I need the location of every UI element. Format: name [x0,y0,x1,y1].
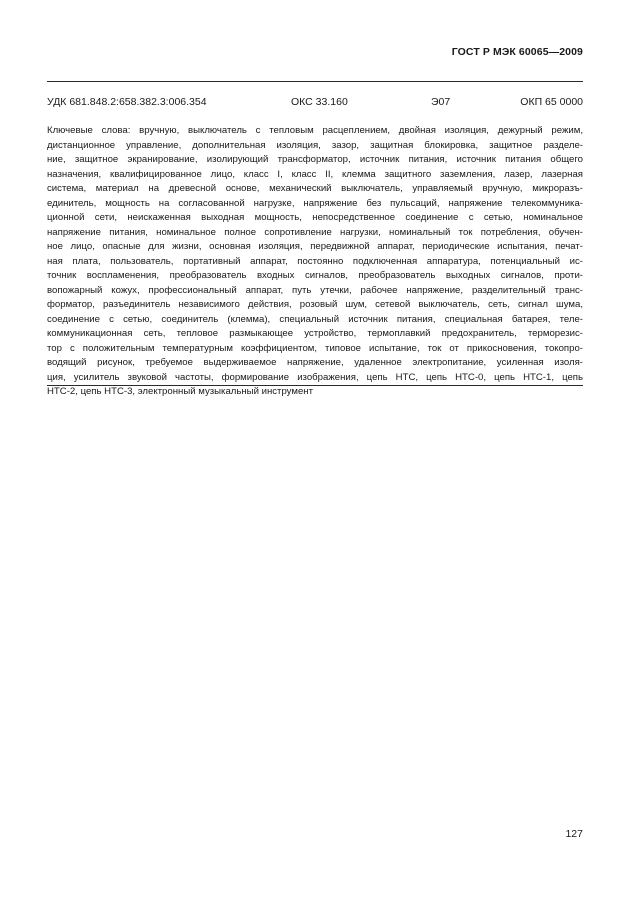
top-divider [47,81,583,82]
keywords-line: Ключевые слова: вручную, выключатель с тепловым расцеплением, двойная изоляция, дежурный режим, [47,125,583,136]
classification-row [47,96,583,110]
keywords-line: НТС-2, цепь НТС-3, электронный музыкальный инструмент [47,386,313,397]
keywords-line: форматор, разъединитель независимого действия, розовый шум, сетевой выключатель, сеть, сигнал шума, [47,299,583,310]
udk-code: УДК 681.848.2:658.382.3:006.354 [47,96,207,108]
e07-code: Э07 [431,96,451,108]
keywords-line: водящий рисунок, требуемое выдерживаемое напряжение, удаленное электропитание, усиленная изоля- [47,357,583,368]
keywords-line: соединение с сетью, соединитель (клемма), специальный источник питания, специальная батарея, теле- [47,313,583,325]
oks-code: ОКС 33.160 [291,96,348,108]
keywords-line: ционной сети, неискаженная выходная мощность, непосредственное соединение с сетью, номинальное [47,212,583,223]
keywords-line: тор с положительным температурным коэффициентом, типовое испытание, ток от прикосновения, токопро- [47,342,583,354]
keywords-line: ция, усилитель звуковой частоты, формирование изображения, цепь НТС, цепь НТС-0, цепь НТС-1, цепь [47,371,583,383]
page-number: 127 [565,828,583,840]
keywords-line: ное лицо, опасные для жизни, основная изоляция, передвижной аппарат, периодические испытания, печат- [47,241,583,252]
okp-code: ОКП 65 0000 [520,96,583,108]
keywords-paragraph [47,124,583,400]
keywords-line: единитель, мощность на согласованной нагрузке, напряжение без пульсаций, напряжение телекоммуника- [47,197,583,209]
keywords-line: дистанционное управление, дополнительная изоляция, зазор, защитная блокировка, защитное разделе- [47,139,583,151]
keywords-line: назначения, квалифицированное лицо, класс I, класс II, клемма защитного заземления, лазер, лазерная [47,168,583,180]
keywords-line: вопожарный кожух, профессиональный аппарат, путь утечки, рабочее напряжение, разделительный транс- [47,284,583,296]
keywords-line: напряжение питания, номинальное полное сопротивление нагрузки, номинальный ток потребления, обучен- [47,226,583,238]
keywords-line: ние, защитное экранирование, изолирующий трансформатор, источник питания, источник питания общего [47,154,583,165]
keywords-line: ная плата, пользователь, портативный аппарат, постоянно подключенная аппаратура, потенциальный ис- [47,255,583,267]
standard-header: ГОСТ Р МЭК 60065—2009 [451,46,583,58]
bottom-divider [47,385,583,386]
keywords-line: точник воспламенения, преобразователь входных сигналов, преобразователь выходных сигналов, проти- [47,270,583,281]
keywords-line: коммуникационная сеть, тепловое размыкающее устройство, термоплавкий предохранитель, терморезис- [47,328,583,339]
keywords-line: система, материал на древесной основе, механический выключатель, управляемый вручную, микроразъ- [47,183,583,194]
